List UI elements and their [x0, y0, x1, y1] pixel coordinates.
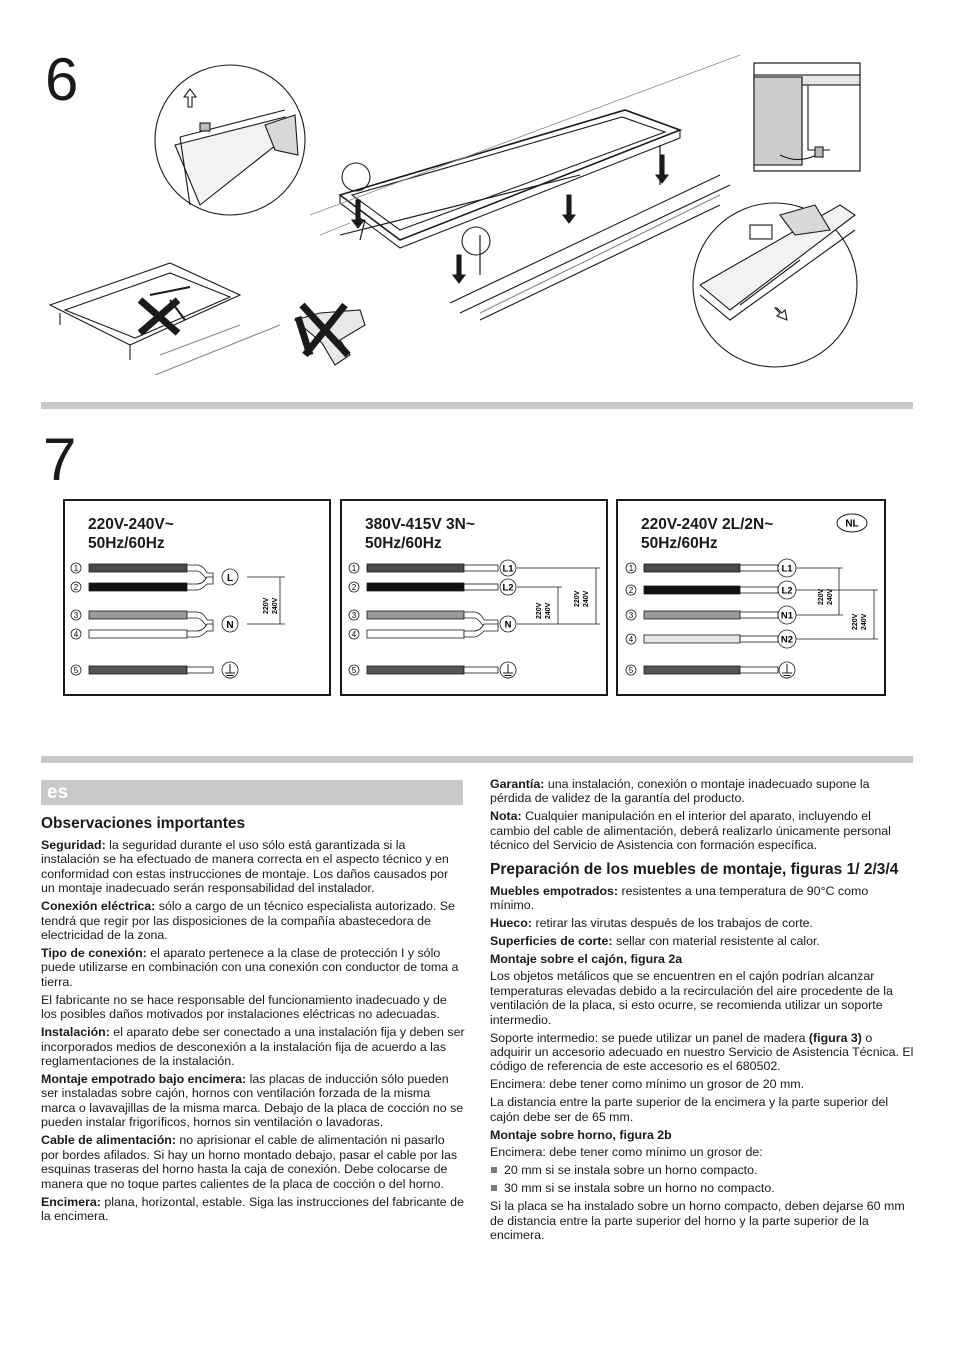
list-item: 30 mm si se instala sobre un horno no compacto.	[490, 1181, 914, 1195]
paragraph: Muebles empotrados: resistentes a una temperatura de 90°C como mínimo.	[490, 883, 869, 913]
wire-brown	[89, 564, 187, 572]
wire-black	[367, 583, 464, 591]
frequency-label: 50Hz/60Hz	[365, 535, 442, 552]
right-column	[490, 777, 914, 1246]
wire-number: 2	[73, 583, 79, 592]
list-item: 20 mm si se instala sobre un horno compacto.	[490, 1163, 914, 1177]
country-badge-label: NL	[845, 518, 859, 530]
wire-number: 2	[628, 586, 634, 595]
voltage-range: 220V	[818, 588, 825, 605]
paragraph: Tipo de conexión: el aparato pertenece a la clase de protección I y sólo puede utilizarse en combinación con una conexión con conductor de toma a tierra.	[41, 946, 459, 989]
wire-grey	[644, 611, 740, 619]
wire-blue	[644, 635, 740, 643]
wire-blue	[367, 630, 464, 638]
paragraph: Nota: Cualquier manipulación en el interior del aparato, incluyendo el cambio del cable de alimentación, deberá realizarlo únicamente personal técnico del Servicio de Asistencia con formación específica.	[490, 809, 891, 853]
language-header	[41, 780, 463, 805]
paragraph: Soporte intermedio: se puede utilizar un panel de madera (figura 3) o adquirir un accesorio adecuado en nuestro Servicio de Asistencia Técnica. El código de referencia de este accesorio es el 680502.	[490, 1030, 914, 1074]
terminal-label: N2	[780, 634, 794, 646]
wire-blue	[89, 630, 187, 638]
voltage-range: 220V	[574, 590, 581, 607]
language-code: es	[47, 782, 69, 803]
terminal-label: N	[504, 619, 512, 631]
voltage-range: 240V	[545, 602, 552, 619]
section-divider	[41, 756, 913, 763]
paragraph: Hueco: retirar las virutas después de los trabajos de corte.	[490, 916, 813, 931]
wiring-diagram	[342, 501, 606, 694]
wiring-box-single-phase	[63, 499, 331, 696]
wire-number: 5	[628, 666, 634, 675]
voltage-range: 240V	[583, 590, 590, 607]
wire-number: 3	[73, 611, 79, 620]
voltage-label: 220V-240V 2L/2N~	[641, 516, 774, 533]
terminal-label: L2	[781, 585, 793, 597]
paragraph: Los objetos metálicos que se encuentren en el cajón podrían alcanzar temperaturas elevadas debido a la recirculación del aire procedente de la ventilación de la placa, si esto ocurre, se recomienda utilizar un soporte intermedio.	[490, 969, 893, 1027]
paragraph: La distancia entre la parte superior de la encimera y la parte superior del cajón debe ser de 65 mm.	[490, 1095, 889, 1124]
frequency-label: 50Hz/60Hz	[88, 535, 165, 552]
wiring-box-two-phase-nl	[616, 499, 886, 696]
terminal-label: L2	[502, 582, 514, 594]
paragraph: Encimera: debe tener como mínimo un grosor de:	[490, 1145, 763, 1160]
voltage-range: 220V	[536, 602, 543, 619]
figure-6-number: 6	[45, 46, 79, 113]
wire-number: 3	[628, 611, 634, 620]
wire-brown	[367, 564, 464, 572]
paragraph: Si la placa se ha instalado sobre un horno compacto, deben dejarse 60 mm de distancia entre la parte superior del horno y la parte superior de la encimera.	[490, 1199, 905, 1243]
voltage-range: 220V	[852, 613, 859, 630]
paragraph: Instalación: el aparato debe ser conectado a una instalación fija y deben ser incorporados medios de desconexión a la instalación fija de acuerdo a las reglamentaciones de la instalación.	[41, 1025, 465, 1069]
terminal-label: L1	[502, 563, 514, 575]
voltage-range: 240V	[861, 613, 868, 630]
wire-number: 2	[351, 583, 357, 592]
left-column	[41, 815, 465, 1227]
terminal-label: L1	[781, 563, 793, 575]
terminal-label: N1	[780, 610, 794, 622]
wiring-box-three-phase	[340, 499, 608, 696]
voltage-label: 380V-415V 3N~	[365, 516, 475, 533]
wire-grey	[367, 611, 464, 619]
voltage-range: 240V	[827, 588, 834, 605]
wire-number: 5	[73, 666, 79, 675]
wire-black	[644, 586, 740, 594]
paragraph: Cable de alimentación: no aprisionar el cable de alimentación ni pasarlo por bordes afilados. Si hay un horno montado debajo, pasar el cable por las esquinas traseras del horno hasta la caja de conexión. Debe colocarse de manera que no toque partes calientes de la placa de cocción o del horno.	[41, 1133, 458, 1191]
paragraph: Conexión eléctrica: sólo a cargo de un técnico especialista autorizado. Se tendrá que regir por las disposiciones de la compañía abastecedora de electricidad de la zona.	[41, 899, 455, 943]
wiring-diagram	[65, 501, 329, 694]
frequency-label: 50Hz/60Hz	[641, 535, 718, 552]
wire-number: 3	[351, 611, 357, 620]
wire-brown	[644, 564, 740, 572]
voltage-range: 240V	[272, 597, 279, 614]
voltage-label: 220V-240V~	[88, 516, 174, 533]
voltage-range: 220V	[263, 597, 270, 614]
wire-black	[89, 583, 187, 591]
wire-number: 4	[628, 635, 634, 644]
paragraph: Encimera: debe tener como mínimo un grosor de 20 mm.	[490, 1077, 805, 1092]
figure-7-number: 7	[43, 426, 77, 493]
paragraph: Montaje empotrado bajo encimera: las placas de inducción sólo pueden ser instaladas sobre cajón, hornos con ventilación forzada de la misma marca o lavavajillas de la misma marca. Debajo de la placa de cocción no se pueden instalar frigoríficos, hornos sin ventilación o lavadoras.	[41, 1072, 464, 1130]
wire-number: 4	[351, 630, 357, 639]
subsection-heading: Montaje sobre horno, figura 2b	[490, 1127, 672, 1142]
paragraph: Superficies de corte: sellar con material resistente al calor.	[490, 934, 820, 949]
section-divider	[41, 402, 913, 409]
terminal-label: L	[226, 573, 234, 584]
paragraph: El fabricante no se hace responsable del funcionamiento inadecuado y de los posibles daños motivados por instalaciones eléctricas no adecuadas.	[41, 992, 447, 1022]
wire-earth	[367, 666, 464, 674]
subsection-title: Preparación de los muebles de montaje, figuras 1/ 2/3/4	[490, 860, 899, 878]
wire-earth	[89, 666, 187, 674]
wire-number: 5	[351, 666, 357, 675]
section-title: Observaciones importantes	[41, 815, 246, 832]
wire-number: 1	[351, 564, 357, 573]
wire-grey	[89, 611, 187, 619]
terminal-label: N	[226, 620, 234, 631]
wire-number: 1	[73, 564, 79, 573]
figure-6-illustration	[40, 55, 920, 375]
wire-earth	[644, 666, 740, 674]
wiring-diagram	[618, 501, 884, 694]
wire-number: 4	[73, 630, 79, 639]
paragraph: Seguridad: la seguridad durante el uso sólo está garantizada si la instalación se ha efectuado de manera correcta en el aspecto técnico y en conformidad con estas instrucciones de montaje. Los daños causados por un montaje inadecuado serán responsabilidad del instalador.	[41, 838, 449, 896]
subsection-heading: Montaje sobre el cajón, figura 2a	[490, 952, 683, 967]
paragraph: Encimera: plana, horizontal, estable. Siga las instrucciones del fabricante de la encimera.	[41, 1194, 464, 1223]
wire-number: 1	[628, 564, 634, 573]
paragraph: Garantía: una instalación, conexión o montaje inadecuado supone la pérdida de validez de la garantía del producto.	[490, 777, 870, 806]
